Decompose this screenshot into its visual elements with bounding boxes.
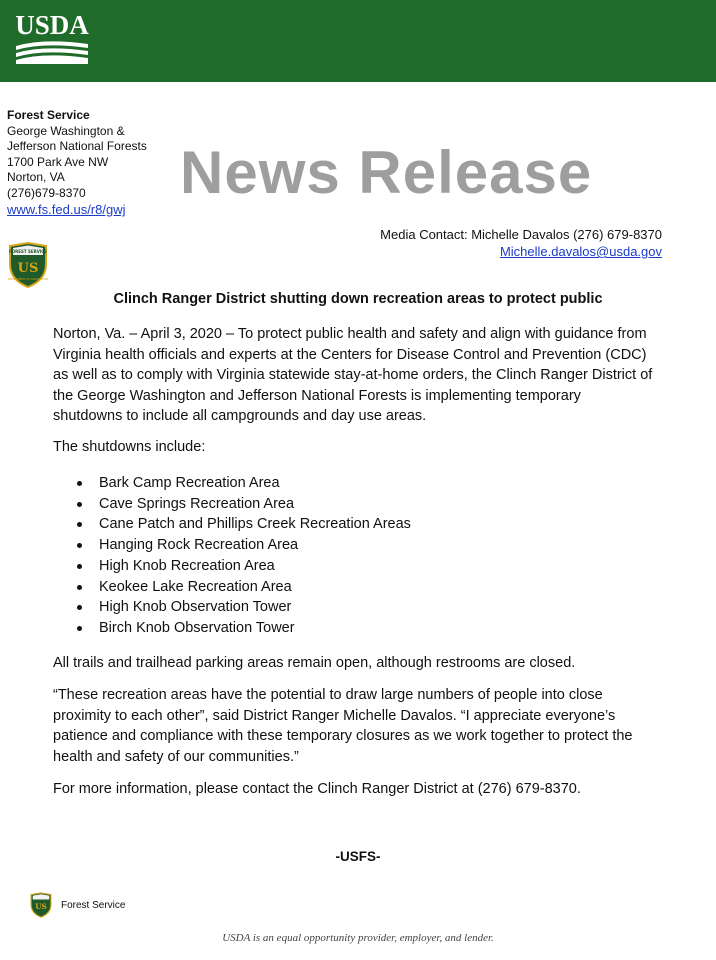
footer-agency: Forest Service (61, 900, 126, 911)
list-item: Hanging Rock Recreation Area (53, 535, 653, 556)
address-org: Forest Service (7, 108, 90, 122)
address-phone: (276)679-8370 (7, 185, 86, 200)
address-line: George Washington & (7, 123, 125, 138)
list-item: High Knob Observation Tower (53, 597, 653, 618)
news-release-heading: News Release (180, 139, 593, 206)
shield-initials: US (17, 261, 39, 276)
address-line: 1700 Park Ave NW (7, 154, 109, 169)
website-link[interactable]: www.fs.fed.us/r8/gwj (7, 202, 126, 217)
paragraph-intro: Norton, Va. – April 3, 2020 – To protect public health and safety and align with guidance from Virginia health officials and experts at the Centers for Disease Control and Prevention (CDC) as well as to comply with Virginia statewide stay-at-home orders, the Clinch Ranger District of the George Washington and Jefferson National Forests is implementing temporary shutdowns to include all campgrounds and day use areas. (53, 326, 653, 424)
shield-bottom-text: DEPARTMENT OF AGRICULTURE (8, 278, 48, 281)
list-item: Cane Patch and Phillips Creek Recreation Areas (53, 514, 653, 535)
address-line: Norton, VA (7, 170, 65, 184)
media-contact (380, 226, 662, 260)
footer-shield-icon (30, 892, 52, 918)
paragraph-more-info: For more information, please contact the Clinch Ranger District at (276) 679-8370. (53, 781, 581, 798)
footer-shield-initials: US (35, 901, 47, 911)
address-line: Jefferson National Forests (7, 139, 147, 153)
media-contact-text: Media Contact: Michelle Davalos (276) 679-8370 (380, 227, 662, 242)
usda-logo-text: USDA (15, 10, 89, 40)
list-item: Birch Knob Observation Tower (53, 618, 653, 639)
paragraph-trails: All trails and trailhead parking areas remain open, although restrooms are closed. (53, 654, 576, 671)
release-body (53, 324, 653, 800)
list-item: Bark Camp Recreation Area (53, 473, 653, 494)
footer-disclaimer: USDA is an equal opportunity provider, employer, and lender. (222, 932, 494, 944)
list-item: Cave Springs Recreation Area (53, 494, 653, 515)
list-item: Keokee Lake Recreation Area (53, 577, 653, 598)
usda-hills-icon (14, 40, 90, 66)
release-title: Clinch Ranger District shutting down recreation areas to protect public (113, 291, 603, 307)
usda-banner (0, 0, 716, 82)
shield-top-text: FOREST SERVICE (9, 249, 47, 254)
office-address (7, 108, 147, 218)
paragraph-shutdowns: The shutdowns include: (53, 438, 206, 455)
contact-email-link[interactable]: Michelle.davalos@usda.gov (499, 244, 662, 259)
forest-service-shield-icon (8, 242, 48, 288)
list-item: High Knob Recreation Area (53, 556, 653, 577)
paragraph-quote: “These recreation areas have the potential to draw large numbers of people into close proximity to each other”, said District Ranger Michelle Davalos. “I appreciate everyone’s patience and compliance with these temporary closures as we work together to protect the health and safety of our communities.” (53, 687, 633, 765)
signoff: -USFS- (335, 849, 381, 864)
usda-logo (14, 10, 90, 70)
shutdown-list (53, 473, 653, 639)
